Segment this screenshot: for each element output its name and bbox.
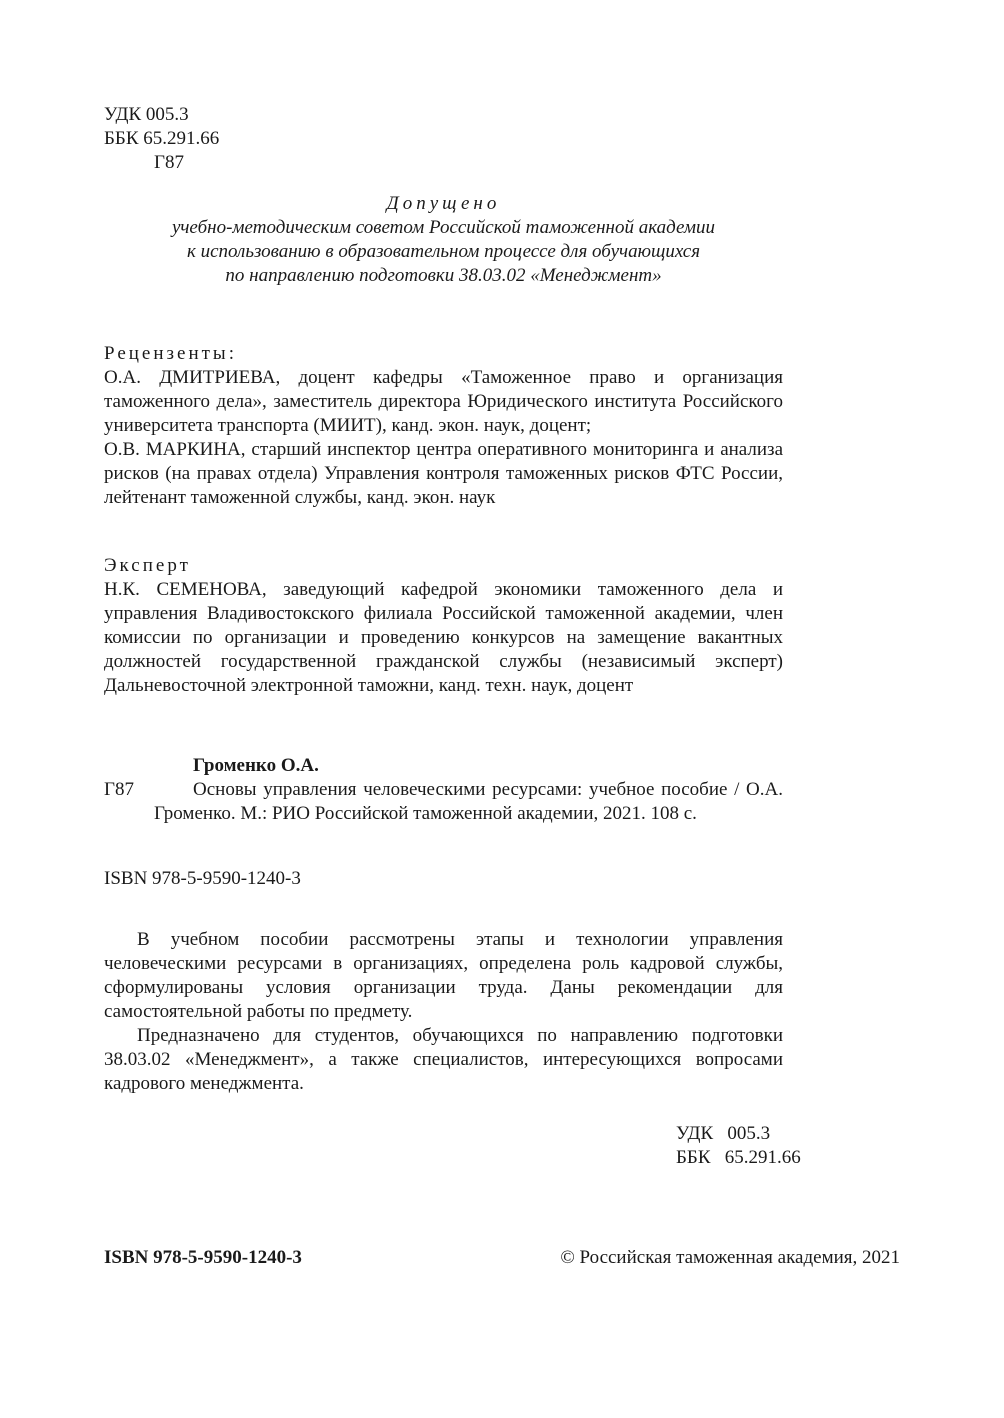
reviewer-entry: О.А. ДМИТРИЕВА, доцент кафедры «Таможенное право и организация таможенного дела», заместитель директора Юридического института Российского университета транспорта (МИИТ), канд. экон. наук, доцент; (104, 367, 783, 436)
classification-codes (104, 103, 219, 175)
footer-isbn: ISBN 978-5-9590-1240-3 (104, 1247, 302, 1268)
copyright: © Российская таможенная академия, 2021 (560, 1247, 900, 1268)
book-author: Громенко О.А. (193, 755, 319, 776)
annotation-paragraph: Предназначено для студентов, обучающихся по направлению подготовки 38.03.02 «Менеджмент», а также специалистов, интересующихся вопросами кадрового менеджмента. (104, 1025, 783, 1094)
udk-code: УДК 005.3 (104, 104, 189, 125)
bottom-udk-code: УДК 005.3 (676, 1123, 771, 1144)
approval-line: по направлению подготовки 38.03.02 «Менеджмент» (225, 265, 662, 286)
annotation-paragraph: В учебном пособии рассмотрены этапы и технологии управления человеческими ресурсами в организациях, определена роль кадровой службы, сформулированы условия организации труда. Даны рекомендации для самостоятельной работы по предмету. (104, 929, 783, 1022)
approval-line: учебно-методическим советом Российской таможенной академии (171, 217, 716, 238)
approval-title: Допущено (386, 193, 501, 214)
reviewer-entry: О.В. МАРКИНА, старший инспектор центра оперативного мониторинга и анализа рисков (на правах отдела) Управления контроля таможенных рисков ФТС России, лейтенант таможенной службы, канд. экон. наук (104, 439, 783, 508)
bibliography-code: Г87 (104, 779, 134, 800)
expert-label: Эксперт (104, 555, 191, 576)
bibliography-text: Основы управления человеческими ресурсами: учебное пособие / О.А. Громенко. М.: РИО Российской таможенной академии, 2021. 108 с. (154, 779, 783, 824)
bibliographic-record (104, 778, 783, 826)
annotation (104, 928, 783, 1096)
approval-block (104, 192, 783, 288)
reviewers-label: Рецензенты: (104, 343, 237, 364)
bbk-code: ББК 65.291.66 (104, 128, 220, 149)
bottom-bbk-code: ББК 65.291.66 (676, 1147, 801, 1168)
author-mark: Г87 (154, 152, 184, 173)
expert-text: Н.К. СЕМЕНОВА, заведующий кафедрой экономики таможенного дела и управления Владивостокского филиала Российской таможенной академии, член комиссии по организации и проведению конкурсов на замещение вакантных должностей государственной гражданской службы (независимый эксперт) Дальневосточной электронной таможни, канд. техн. наук, доцент (104, 579, 783, 696)
reviewers-section (104, 342, 783, 510)
isbn: ISBN 978-5-9590-1240-3 (104, 868, 301, 889)
expert-section (104, 554, 783, 698)
approval-line: к использованию в образовательном процессе для обучающихся (186, 241, 701, 262)
bottom-classification-codes (676, 1122, 801, 1170)
